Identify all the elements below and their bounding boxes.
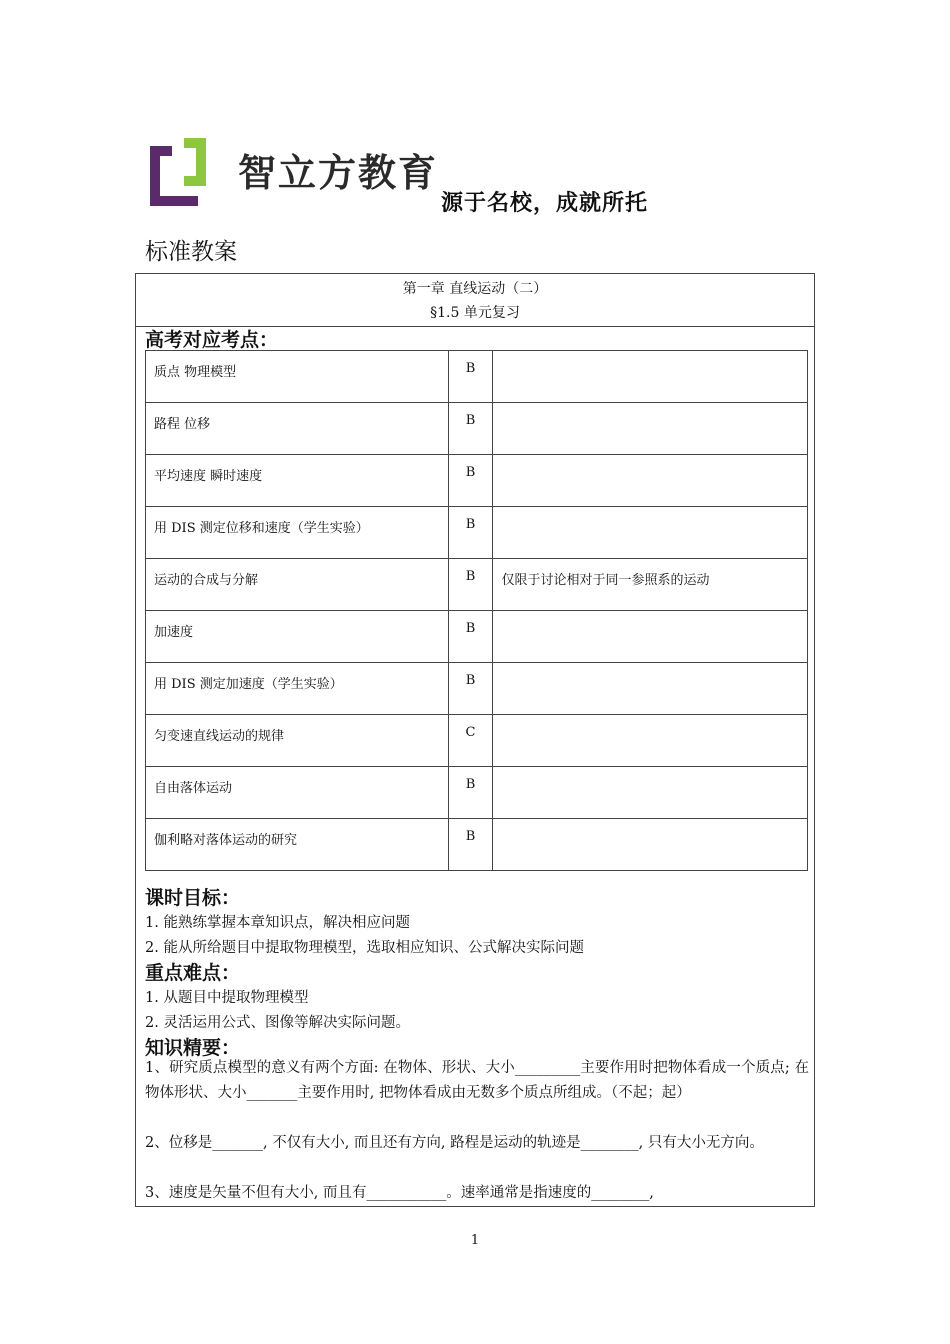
logo-mark-icon [148, 136, 210, 208]
exam-point-note [493, 611, 808, 663]
exam-point-row [146, 455, 808, 507]
exam-point-row [146, 403, 808, 455]
exam-point-row [146, 611, 808, 663]
exam-points-heading: 高考对应考点： [145, 329, 279, 351]
exam-point-row [146, 351, 808, 403]
exam-points-table [145, 350, 808, 871]
exam-point-level: B [448, 507, 493, 559]
exam-point-topic: 匀变速直线运动的规律 [146, 715, 449, 767]
lesson-frame [135, 273, 815, 1207]
exam-point-topic: 伽利略对落体运动的研究 [146, 819, 449, 871]
exam-point-level: B [448, 351, 493, 403]
knowledge-item: 3、速度是矢量不但有大小, 而且有___________。速率通常是指速度的________, [145, 1185, 654, 1201]
brand-logo [148, 136, 439, 208]
goal-item: 2. 能从所给题目中提取物理模型，选取相应知识、公式解决实际问题 [145, 940, 584, 956]
exam-point-topic: 路程 位移 [146, 403, 449, 455]
exam-point-note [493, 507, 808, 559]
knowledge-item: 2、位移是_______, 不仅有大小, 而且还有方向, 路程是运动的轨迹是________, 只有大小无方向。 [145, 1135, 764, 1151]
chapter-title: 第一章 直线运动（二） [402, 281, 548, 297]
exam-point-row [146, 819, 808, 871]
exam-point-level: B [448, 663, 493, 715]
knowledge-item: 1、研究质点模型的意义有两个方面: 在物体、形状、大小_________主要作用时把物体看成一个质点; 在物体形状、大小_______主要作用时, 把物体看成由无数多个质点所组成。（不起；起） [145, 1060, 809, 1101]
exam-point-level: B [448, 819, 493, 871]
exam-point-row [146, 663, 808, 715]
exam-point-level: B [448, 559, 493, 611]
exam-point-note [493, 403, 808, 455]
document-title: 标准教案 [145, 239, 237, 265]
exam-point-topic: 质点 物理模型 [146, 351, 449, 403]
exam-point-row [146, 507, 808, 559]
exam-point-level: B [448, 455, 493, 507]
exam-point-topic: 加速度 [146, 611, 449, 663]
goal-item: 1. 能熟练掌握本章知识点，解决相应问题 [145, 915, 410, 931]
exam-point-row [146, 559, 808, 611]
chapter-header [136, 274, 814, 327]
exam-point-note [493, 455, 808, 507]
page-number: 1 [470, 1233, 480, 1248]
goals-heading: 课时目标： [145, 887, 241, 909]
exam-point-note: 仅限于讨论相对于同一参照系的运动 [493, 559, 808, 611]
exam-point-topic: 用 DIS 测定加速度（学生实验） [146, 663, 449, 715]
exam-point-level: C [448, 715, 493, 767]
exam-point-note [493, 351, 808, 403]
exam-point-note [493, 767, 808, 819]
exam-point-note [493, 663, 808, 715]
exam-point-level: B [448, 767, 493, 819]
key-point-item: 1. 从题目中提取物理模型 [145, 990, 309, 1006]
knowledge-heading: 知识精要： [145, 1037, 241, 1059]
exam-point-topic: 用 DIS 测定位移和速度（学生实验） [146, 507, 449, 559]
exam-point-topic: 自由落体运动 [146, 767, 449, 819]
exam-point-level: B [448, 403, 493, 455]
key-point-item: 2. 灵活运用公式、图像等解决实际问题。 [145, 1015, 410, 1031]
exam-point-level: B [448, 611, 493, 663]
exam-point-note [493, 715, 808, 767]
brand-slogan: 源于名校，成就所托 [441, 191, 649, 216]
brand-name: 智立方教育 [238, 151, 439, 195]
exam-point-topic: 平均速度 瞬时速度 [146, 455, 449, 507]
section-title: §1.5 单元复习 [430, 305, 520, 321]
exam-point-note [493, 819, 808, 871]
exam-point-row [146, 715, 808, 767]
exam-point-topic: 运动的合成与分解 [146, 559, 449, 611]
key-points-heading: 重点难点： [145, 962, 241, 984]
exam-point-row [146, 767, 808, 819]
